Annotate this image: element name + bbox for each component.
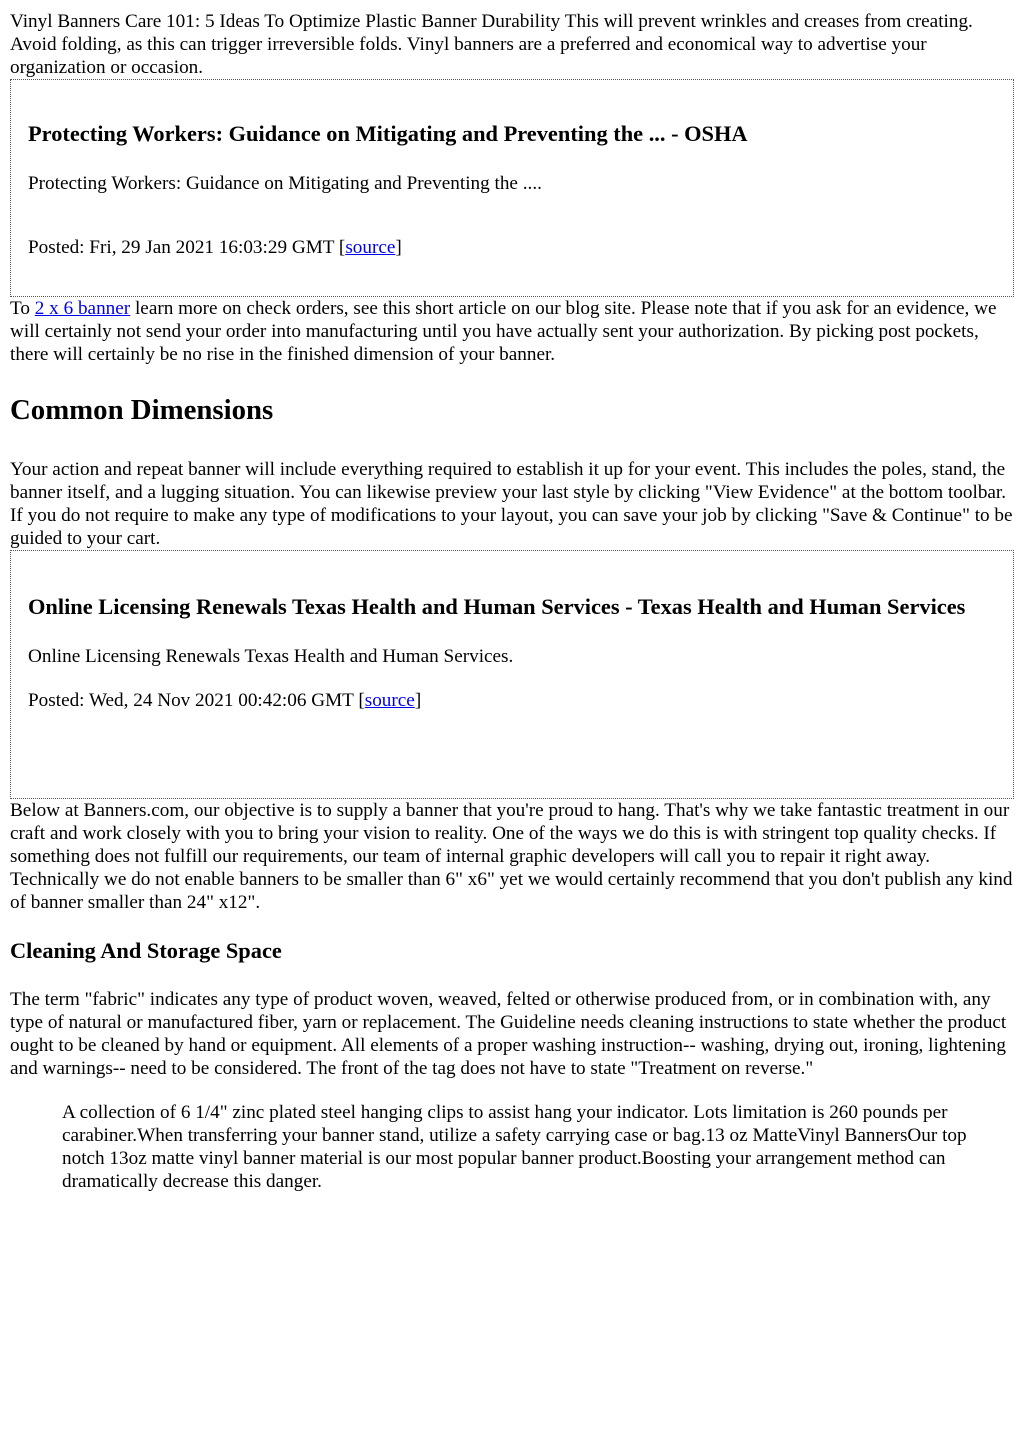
- paragraph-rest: learn more on check orders, see this short article on our blog site. Please note that if you ask for an evidence, we will certainly not send your order into manufacturing until you have actually sent your authorization. By picking post pockets, there will certainly be no rise in the finished dimension of your banner.: [10, 298, 997, 365]
- common-dimensions-paragraph: Your action and repeat banner will include everything required to establish it up for your event. This includes the poles, stand, the banner itself, and a lugging situation. You can likewise preview your last style by clicking "View Evidence" at the bottom toolbar. If you do not require to make any type of modifications to your layout, you can save your job by clicking "Save & Continue" to be guided to your cart.: [10, 459, 1013, 549]
- source-link[interactable]: source: [364, 690, 415, 711]
- news-posted: [28, 236, 996, 259]
- news-summary: Online Licensing Renewals Texas Health and Human Services.: [28, 646, 514, 667]
- intro-paragraph: Vinyl Banners Care 101: 5 Ideas To Optimize Plastic Banner Durability This will prevent wrinkles and creases from creating. Avoid folding, as this can trigger irreversible folds. Vinyl banners are a preferred and economical way to advertise your organization or occasion.: [10, 11, 973, 78]
- section-heading-cleaning-storage: Cleaning And Storage Space: [10, 938, 282, 963]
- paragraph-lead: To: [10, 298, 35, 319]
- banner-order-paragraph: [10, 297, 1014, 366]
- posted-date: Posted: Fri, 29 Jan 2021 16:03:29 GMT [: [28, 237, 346, 258]
- news-summary: Protecting Workers: Guidance on Mitigating and Preventing the ....: [28, 173, 542, 194]
- banner-size-link[interactable]: 2 x 6 banner: [34, 298, 131, 319]
- news-title: Online Licensing Renewals Texas Health and Human Services - Texas Health and Human Services: [28, 594, 966, 619]
- quality-paragraph: Below at Banners.com, our objective is to supply a banner that you're proud to hang. That's why we take fantastic treatment in our craft and work closely with you to bring your vision to reality. One of the ways we do this is with stringent top quality checks. If something does not fulfill our requirements, our team of internal graphic developers will call you to repair it right away. Technically we do not enable banners to be smaller than 6" x6" yet we would certainly recommend that you don't publish any kind of banner smaller than 24" x12".: [10, 800, 1013, 913]
- news-title: Protecting Workers: Guidance on Mitigating and Preventing the ... - OSHA: [28, 121, 748, 146]
- posted-date: Posted: Wed, 24 Nov 2021 00:42:06 GMT [: [28, 690, 365, 711]
- source-link[interactable]: source: [345, 237, 396, 258]
- posted-bracket: ]: [414, 690, 422, 711]
- section-heading-common-dimensions: Common Dimensions: [10, 394, 274, 426]
- news-card-texas-hhs: [10, 550, 1014, 799]
- news-posted: [28, 689, 996, 712]
- hanging-clips-blockquote: A collection of 6 1/4" zinc plated steel hanging clips to assist hang your indicator. Lots limitation is 260 pounds per carabiner.When transferring your banner stand, utilize a safety carrying case or bag.13 oz MatteVinyl BannersOur top notch 13oz matte vinyl banner material is our most popular banner product.Boosting your arrangement method can dramatically decrease this danger.: [62, 1102, 967, 1192]
- cleaning-paragraph: The term "fabric" indicates any type of product woven, weaved, felted or otherwise produced from, or in combination with, any type of natural or manufactured fiber, yarn or replacement. The Guideline needs cleaning instructions to state whether the product ought to be cleaned by hand or equipment. All elements of a proper washing instruction-- washing, drying out, ironing, lightening and warnings-- need to be considered. The front of the tag does not have to state "Treatment on reverse.": [10, 989, 1007, 1079]
- posted-bracket: ]: [395, 237, 402, 258]
- news-card-osha: [10, 79, 1014, 297]
